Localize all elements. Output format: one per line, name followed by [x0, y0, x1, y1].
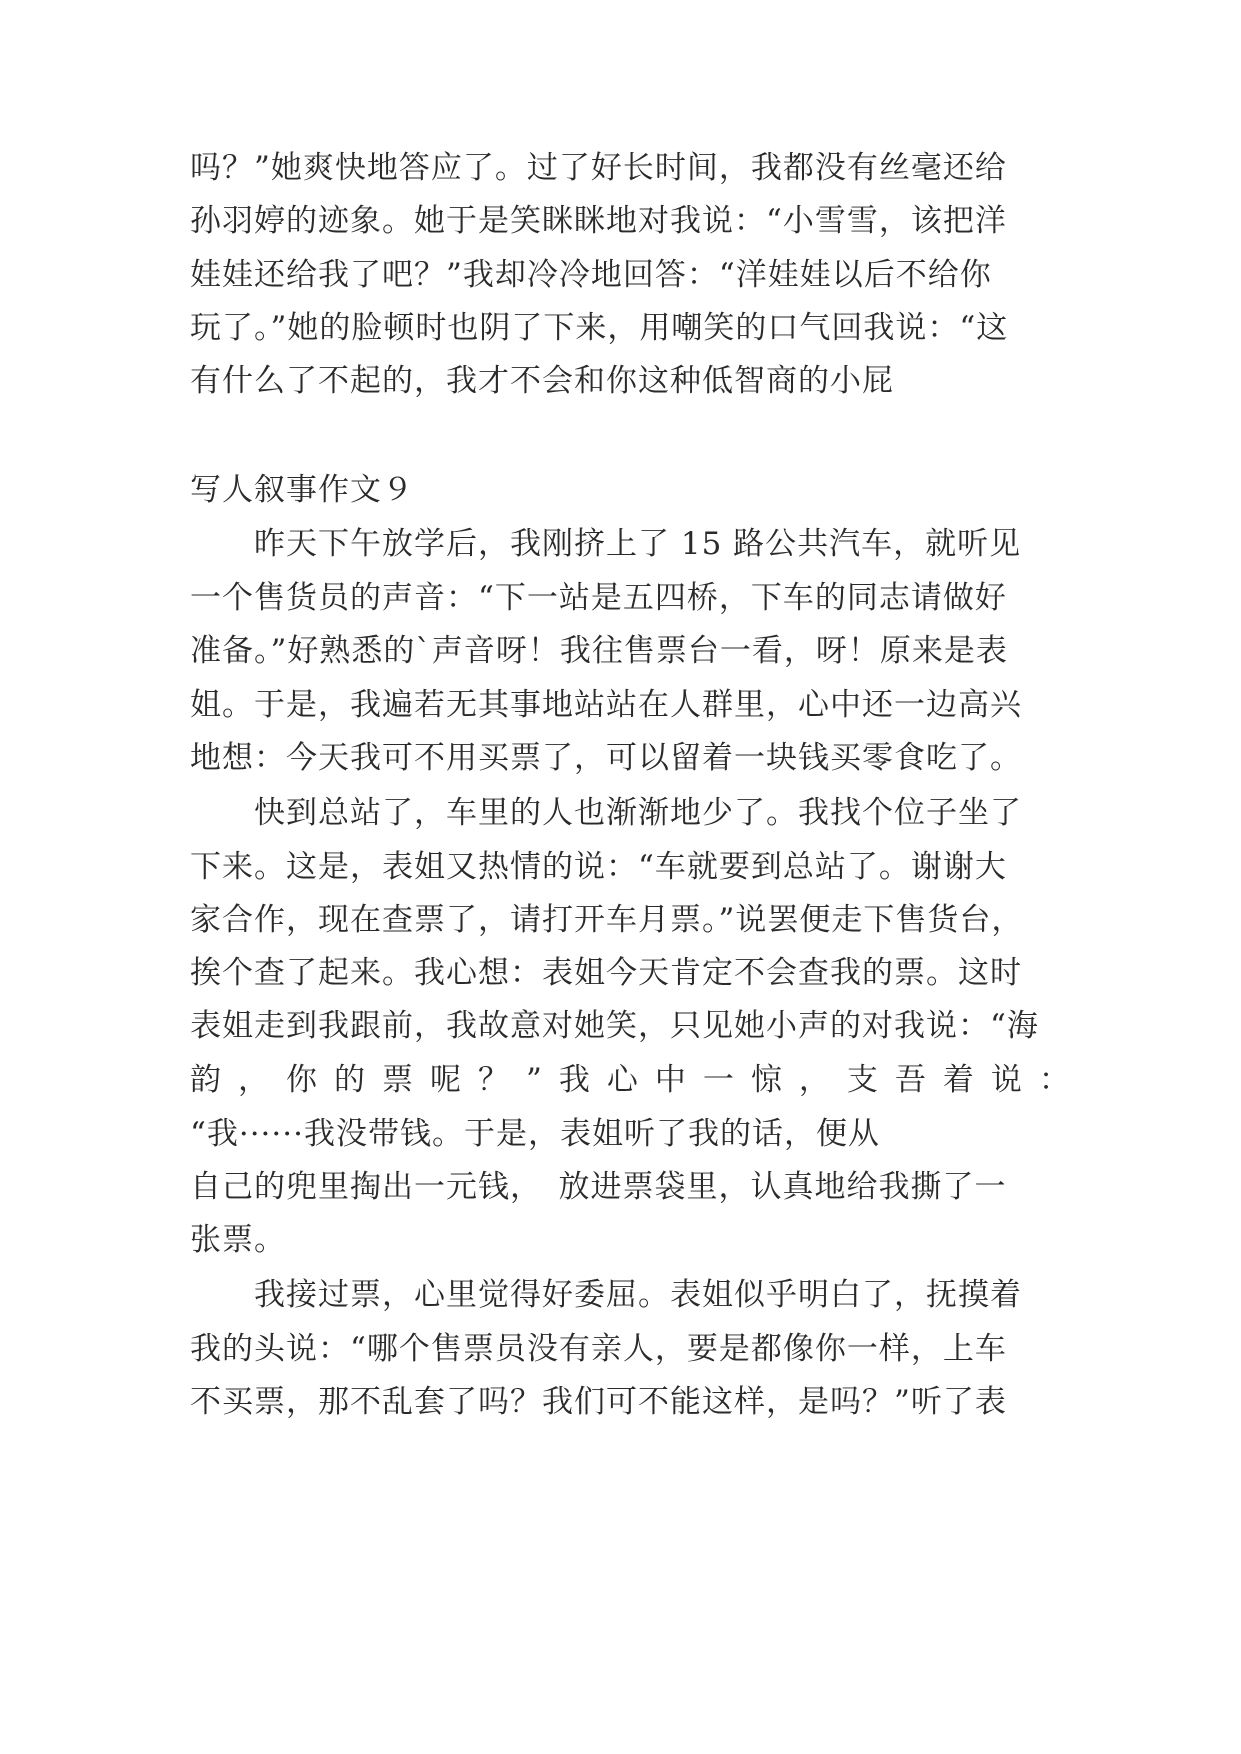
text-char: ： — [1038, 1062, 1070, 1098]
text-char: ， — [238, 1062, 269, 1098]
text-char: 票 — [382, 1062, 413, 1098]
text-line: 我的头说：“哪个售票员没有亲人，要是都像你一样，上车 — [190, 1331, 1007, 1367]
text-line: 我接过票，心里觉得好委屈。表姐似乎明白了，抚摸着 — [190, 1277, 1022, 1313]
text-char: ” — [526, 1062, 542, 1098]
text-line: 准备。”好熟悉的`声音呀！我往售票台一看，呀！原来是表 — [190, 633, 1008, 669]
text-char: 的 — [334, 1062, 365, 1098]
text-char: ？ — [478, 1062, 509, 1098]
text-line: 孙羽婷的迹象。她于是笑眯眯地对我说：“小雪雪，该把洋 — [190, 203, 1007, 239]
text-line: 玩了。”她的脸顿时也阴了下来，用嘲笑的口气回我说：“这 — [190, 310, 1009, 346]
text-char: 韵 — [190, 1062, 221, 1098]
section-title: 写人叙事作文９ — [190, 472, 414, 508]
text-line: “我······我没带钱。于是，表姐听了我的话，便从 — [190, 1116, 880, 1152]
text-char: 中 — [654, 1062, 686, 1098]
text-line: 姐。于是，我遍若无其事地站站在人群里，心中还一边高兴 — [190, 687, 1022, 723]
text-char: 我 — [558, 1062, 590, 1098]
text-char: 说 — [990, 1062, 1022, 1098]
text-line: 下来。这是，表姐又热情的说：“车就要到总站了。谢谢大 — [190, 849, 1007, 885]
text-char: 你 — [286, 1062, 317, 1098]
text-line: 家合作，现在查票了，请打开车月票。”说罢便走下售货台， — [190, 902, 1024, 938]
text-line: 表姐走到我跟前，我故意对她笑，只见她小声的对我说：“海 — [190, 1008, 1039, 1044]
text-line: 快到总站了，车里的人也渐渐地少了。我找个位子坐了 — [190, 795, 1022, 831]
text-line: 昨天下午放学后，我刚挤上了 15 路公共汽车，就听见 — [190, 526, 1022, 562]
text-line: 吗？”她爽快地答应了。过了好长时间，我都没有丝毫还给 — [190, 150, 1007, 186]
text-char: ， — [798, 1062, 830, 1098]
text-line: 自己的兜里掏出一元钱， 放进票袋里，认真地给我撕了一 — [190, 1169, 1007, 1205]
text-line: 有什么了不起的，我才不会和你这种低智商的小屁 — [190, 363, 894, 399]
text-line: 娃娃还给我了吧？”我却冷冷地回答：“洋娃娃以后不给你 — [190, 257, 992, 293]
text-char: 呢 — [430, 1062, 461, 1098]
text-char: 惊 — [750, 1062, 782, 1098]
text-line-justified — [190, 1060, 1070, 1100]
text-char: 支 — [846, 1062, 878, 1098]
text-line: 张票。 — [190, 1222, 286, 1258]
text-line: 不买票，那不乱套了吗？我们可不能这样，是吗？”听了表 — [190, 1384, 1007, 1420]
text-char: 心 — [606, 1062, 638, 1098]
text-line: 一个售货员的声音：“下一站是五四桥，下车的同志请做好 — [190, 580, 1007, 616]
text-line: 挨个查了起来。我心想：表姐今天肯定不会查我的票。这时 — [190, 955, 1022, 991]
text-char: 着 — [942, 1062, 974, 1098]
text-char: 吾 — [894, 1062, 926, 1098]
text-line: 地想：今天我可不用买票了，可以留着一块钱买零食吃了。 — [190, 740, 1022, 776]
text-char: 一 — [702, 1062, 734, 1098]
